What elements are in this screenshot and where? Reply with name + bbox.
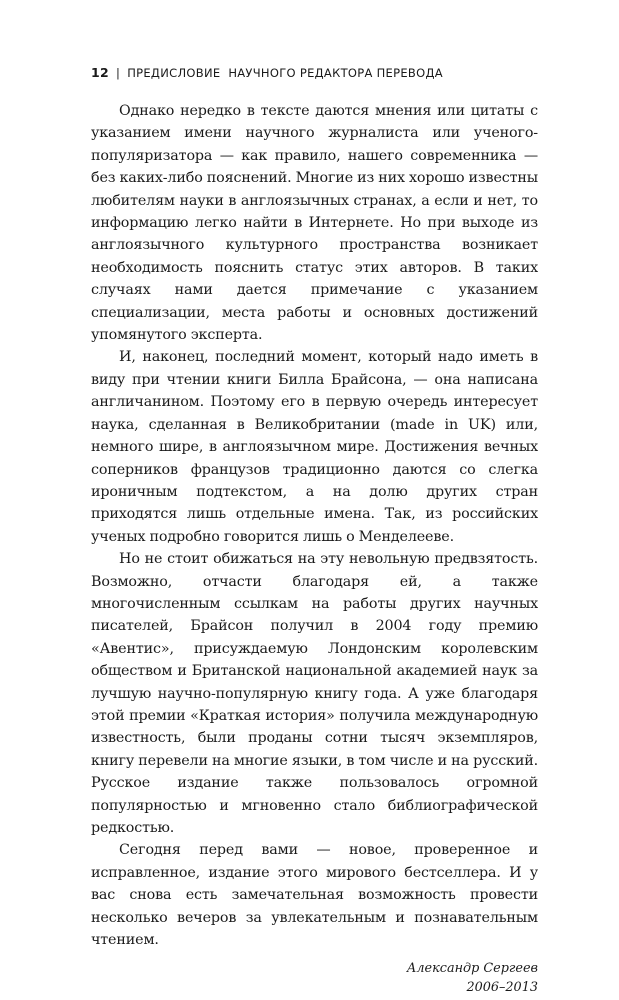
signature-years: 2006–2013 [466, 980, 538, 996]
body-text [91, 100, 538, 951]
page-number: 12 [91, 65, 109, 80]
section-title: ПРЕДИСЛОВИЕ НАУЧНОГО РЕДАКТОРА ПЕРЕВОДА [127, 66, 443, 80]
paragraph-1: Однако нередко в тексте даются мнения или цитаты с указанием имени научного журналиста или ученого-популяризатора — как правило, нашего современника — без каких-либо пояснений. Многие из них хорошо известны любителям науки в англоязычных странах, а если и нет, то информацию легко найти в Интернете. Но при выходе из англоязычного культурного пространства возникает необходимость пояснить статус этих авторов. В таких случаях нами дается примечание с указанием специализации, места работы и основных достижений упомянутого эксперта. [91, 103, 538, 344]
signature-author: Александр Сергеев [406, 961, 538, 977]
signature [91, 959, 538, 997]
paragraph-2: И, наконец, последний момент, который надо иметь в виду при чтении книги Билла Брайсона, — она написана англичанином. Поэтому его в первую очередь интересует наука, сделанная в Великобритании (made in UK) или, немного шире, в англоязычном мире. Достижения вечных соперников французов традиционно даются со слегка ироничным подтекстом, а на долю других стран приходятся лишь отдельные имена. Так, из российских ученых подробно говорится лишь о Менделееве. [91, 349, 538, 545]
paragraph-4: Сегодня перед вами — новое, проверенное и исправленное, издание этого мирового бестселлера. И у вас снова есть замечательная возможность провести несколько вечеров за увлекательным и познавательным чтением. [91, 842, 538, 949]
book-page [91, 62, 538, 997]
header-separator: | [116, 66, 121, 80]
running-head [91, 62, 538, 84]
paragraph-3: Но не стоит обижаться на эту невольную предвзятость. Возможно, отчасти благодаря ей, а также многочисленным ссылкам на работы других научных писателей, Брайсон получил в 2004 году премию «Авентис», присуждаемую Лондонским королевским обществом и Британской национальной академией наук за лучшую научно-популярную книгу года. А уже благодаря этой премии «Краткая история» получила международную известность, были проданы сотни тысяч экземпляров, книгу перевели на многие языки, в том числе и на русский. Русское издание также пользовалось огромной популярностью и мгновенно стало библиографической редкостью. [91, 551, 538, 836]
